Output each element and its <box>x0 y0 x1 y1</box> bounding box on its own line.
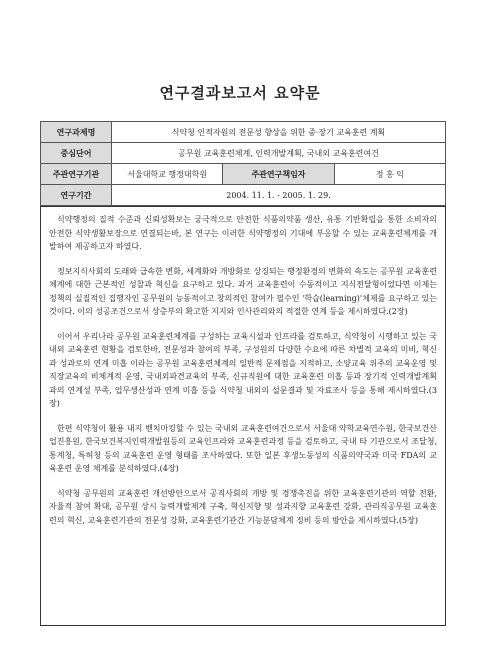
table-row <box>41 185 446 206</box>
table-row <box>41 143 446 164</box>
summary-paragraph-4: 한편 식약청이 활용 내지 벤치마킹할 수 있는 국내외 교육훈련여건으로서 서울대 약학교육연수원, 한국보건산업진흥원, 한국보건복지인력개발원등의 교육인프라와 교육훈련과정 등을 검토하고, 국내 타 기관으로서 조달청, 통계청, 특허청 등의 교육훈련 운영 형태를 조사하였다. 또한 일본 후생노동성의 식품의약국과 미국 FDA의 교육훈련 운영 체계를 분석하였다.(4장) <box>49 423 437 473</box>
project-label: 연구과제명 <box>41 122 112 143</box>
period-value: 2004. 11. 1. - 2005. 1. 29. <box>112 185 446 206</box>
summary-body <box>40 206 446 626</box>
period-label: 연구기간 <box>41 185 112 206</box>
summary-paragraph-5: 식약청 공무원의 교육훈련 개선방안으로서 공직사회의 개방 및 경쟁촉진을 위한 교육훈련기관의 역할 전환, 자율적 참여 확대, 공무원 상시 능력개발제계 구축, 혁신지향 및 성과지향 교육훈련 강화, 관리직공무원 교육훈련의 혁신, 교육훈련기관의 전문성 강화, 교육훈련기관간 기능분담체계 정비 등의 방안을 제시하였다.(5장) <box>49 488 437 525</box>
summary-paragraph-2: 정보지식사회의 도래와 급속한 변화, 세계화와 개방화로 상징되는 행정환경의 변화의 속도는 공무원 교육훈련 체계에 대한 근본적인 성찰과 혁신을 요구하고 있다. 과거 교육훈련이 수동적이고 지식전달형이었다면 이제는 정책의 실질적인 집행자인 공무원의 능동적이고 창의적인 참여가 필수인 '학습(learning)'체제를 요구하고 있는 것이다. 이의 성공조건으로서 상층부의 확고한 지지와 인사관리와의 적절한 연계 등을 제시하였다.(2장) <box>49 266 437 316</box>
table-row <box>41 164 446 185</box>
researcher-label: 주관연구책임자 <box>223 164 334 185</box>
summary-paragraph-1: 식약행정의 질적 수준과 신뢰성확보는 궁극적으로 안전한 식품의약품 생산, 유통 기반확립을 통한 소비자의 안전한 식약생활보장으로 연결되는바, 본 연구는 이러한 식약행정의 기대에 부응할 수 있는 교육훈련체계를 개발하여 제공하고자 하였다. <box>49 215 437 251</box>
page-title: 연구결과보고서 요약문 <box>159 84 321 102</box>
summary-info-table <box>40 121 446 206</box>
keywords-value: 공무원 교육훈련체계, 인력개발계획, 국내외 교육훈련여건 <box>112 143 446 164</box>
summary-paragraph-3: 이어서 우리나라 공무원 교육훈련체계를 구성하는 교육시설과 인프라를 검토하고, 식약청이 시행하고 있는 국내외 교육훈련 현황을 검토한바, 전문성과 참여의 부족, 구성원의 다양한 수요에 따른 차별적 교육의 미비, 혁신과 성과로의 연계 미흡 이라는 공무원 교육훈련체계의 일반적 문제점을 지적하고, 소양교육 위주의 교육운영 및 직장교육의 비체계적 운영, 국내외파견교육의 부족, 신규직원에 대한 교육훈련 미흡 등과 장기적 인력개발계획과의 연계성 부족, 업무생산성과 연계 미흡 등을 식약청 내외의 설문결과 및 자료조사 등을 통해 제시하였다.(3장) <box>49 331 437 408</box>
keywords-label: 중심단어 <box>41 143 112 164</box>
researcher-value: 정 홍 익 <box>334 164 445 185</box>
project-value: 식약청 인적자원의 전문성 향상을 위한 중·장기 교육훈련 계획 <box>112 122 446 143</box>
institution-value: 서울대학교 행정대학원 <box>112 164 223 185</box>
institution-label: 주관연구기관 <box>41 164 112 185</box>
table-row <box>41 122 446 143</box>
